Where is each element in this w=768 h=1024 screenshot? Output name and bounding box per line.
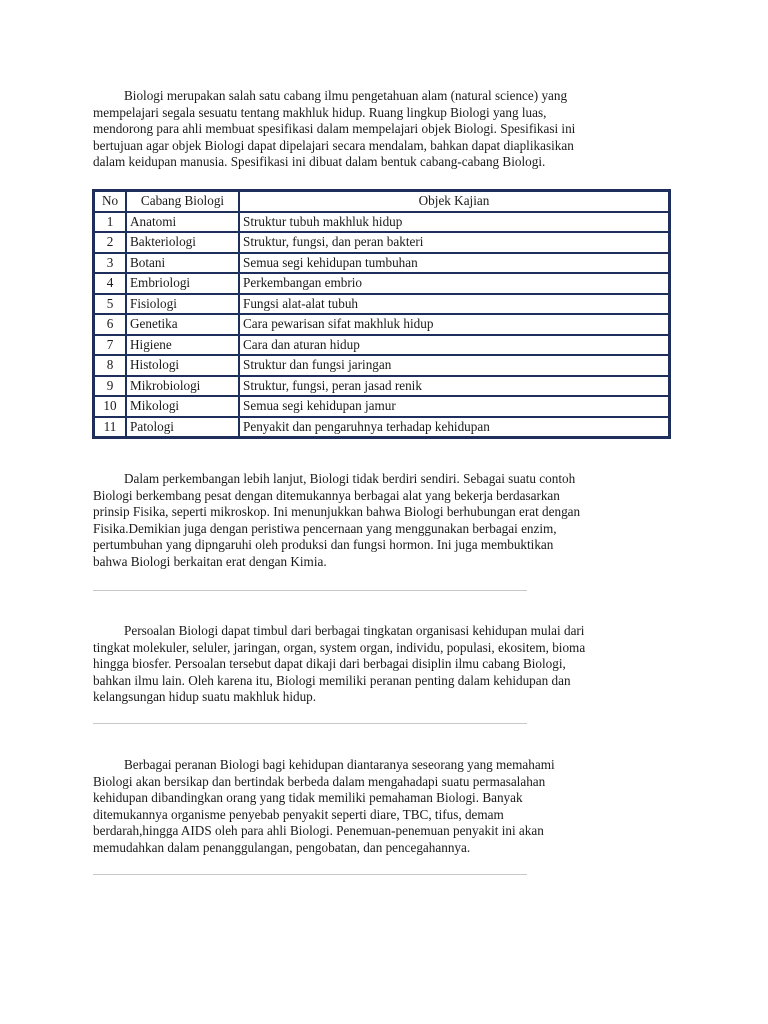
cell-no: 1 [94,212,126,233]
section3-paragraph [93,623,683,706]
cell-no: 5 [94,294,126,315]
text-line: Fisika.Demikian juga dengan peristiwa pencernaan yang menggunakan berbagai enzim, [93,520,557,536]
table-row [94,417,669,438]
cell-objek: Struktur tubuh makhluk hidup [239,212,669,233]
cell-objek: Semua segi kehidupan tumbuhan [239,253,669,274]
horizontal-divider [93,590,527,591]
cell-cabang: Histologi [126,355,239,376]
table-header-row [94,191,669,212]
cell-cabang: Fisiologi [126,294,239,315]
text-line: ditemukannya organisme penyebab penyakit seperti diare, TBC, tifus, demam [93,806,504,822]
cell-objek: Struktur, fungsi, dan peran bakteri [239,232,669,253]
text-line: pertumbuhan yang dipngaruhi oleh produksi dan fungsi hormon. Ini juga membuktikan [93,537,554,552]
cell-cabang: Embriologi [126,273,239,294]
cell-no: 9 [94,376,126,397]
cell-cabang: Mikrobiologi [126,376,239,397]
cell-cabang: Anatomi [126,212,239,233]
text-line: Biologi akan bersikap dan bertindak berbeda dalam mengahadapi suatu permasalahan [93,773,546,789]
text-line: memudahkan dalam penanggulangan, pengobatan, dan pencegahannya. [93,839,471,855]
cell-objek: Struktur, fungsi, peran jasad renik [239,376,669,397]
text-line: berdarah,hingga AIDS oleh para ahli Biologi. Penemuan-penemuan penyakit ini akan [93,823,544,838]
text-line: mendorong para ahli membuat spesifikasi dalam mempelajari objek Biologi. Spesifikasi ini [93,121,576,136]
text-line: bahwa Biologi berkaitan erat dengan Kimia. [93,553,327,569]
text-line: Persoalan Biologi dapat timbul dari berbagai tingkatan organisasi kehidupan mulai dari [124,623,585,638]
cell-cabang: Mikologi [126,396,239,417]
cell-objek: Penyakit dan pengaruhnya terhadap kehidupan [239,417,669,438]
cell-objek: Fungsi alat-alat tubuh [239,294,669,315]
cell-objek: Perkembangan embrio [239,273,669,294]
cell-no: 10 [94,396,126,417]
text-line: dalam keidupan manusia. Spesifikasi ini dibuat dalam bentuk cabang-cabang Biologi. [93,154,546,169]
table-row [94,376,669,397]
text-line: Berbagai peranan Biologi bagi kehidupan diantaranya seseorang yang memahami [124,757,555,772]
cell-objek: Cara dan aturan hidup [239,335,669,356]
text-line: bahkan ilmu lain. Oleh karena itu, Biologi memiliki peranan penting dalam kehidupan dan [93,672,571,688]
section2-paragraph [93,471,683,570]
cell-objek: Cara pewarisan sifat makhluk hidup [239,314,669,335]
cell-cabang: Botani [126,253,239,274]
table-row [94,232,669,253]
table-row [94,396,669,417]
text-line: tingkat molekuler, seluler, jaringan, organ, system organ, individu, populasi, ekositem, bioma [93,639,586,655]
horizontal-divider [93,874,527,875]
text-line: Dalam perkembangan lebih lanjut, Biologi tidak berdiri sendiri. Sebagai suatu contoh [124,471,576,486]
cell-objek: Struktur dan fungsi jaringan [239,355,669,376]
text-line: bertujuan agar objek Biologi dapat dipelajari secara mendalam, bahkan dapat diaplikasikan [93,137,574,153]
cell-no: 8 [94,355,126,376]
table-row [94,335,669,356]
table-row [94,355,669,376]
table-row [94,253,669,274]
cell-no: 4 [94,273,126,294]
cell-no: 3 [94,253,126,274]
cell-no: 11 [94,417,126,438]
header-cabang: Cabang Biologi [126,191,239,212]
text-line: hingga biosfer. Persoalan tersebut dapat dikaji dari berbagai disiplin ilmu cabang Biologi, [93,656,566,671]
header-objek: Objek Kajian [239,191,669,212]
biology-branches-table [92,189,671,439]
table-row [94,212,669,233]
cell-cabang: Genetika [126,314,239,335]
text-line: Biologi merupakan salah satu cabang ilmu pengetahuan alam (natural science) yang [124,88,568,103]
cell-no: 2 [94,232,126,253]
header-no: No [94,191,126,212]
table-row [94,314,669,335]
text-line: mempelajari segala sesuatu tentang makhluk hidup. Ruang lingkup Biologi yang luas, [93,104,547,120]
intro-paragraph [93,88,683,171]
text-line: kelangsungan hidup suatu makhluk hidup. [93,689,317,704]
text-line: kehidupan dibandingkan orang yang tidak memiliki pemahaman Biologi. Banyak [93,790,523,805]
cell-cabang: Patologi [126,417,239,438]
cell-no: 6 [94,314,126,335]
cell-no: 7 [94,335,126,356]
horizontal-divider [93,723,527,724]
section4-paragraph [93,757,683,856]
table-row [94,294,669,315]
text-line: prinsip Fisika, seperti mikroskop. Ini menunjukkan bahwa Biologi berhubungan erat dengan [93,504,581,519]
cell-objek: Semua segi kehidupan jamur [239,396,669,417]
cell-cabang: Bakteriologi [126,232,239,253]
text-line: Biologi berkembang pesat dengan ditemukannya berbagai alat yang bekerja berdasarkan [93,487,560,503]
cell-cabang: Higiene [126,335,239,356]
table-row [94,273,669,294]
